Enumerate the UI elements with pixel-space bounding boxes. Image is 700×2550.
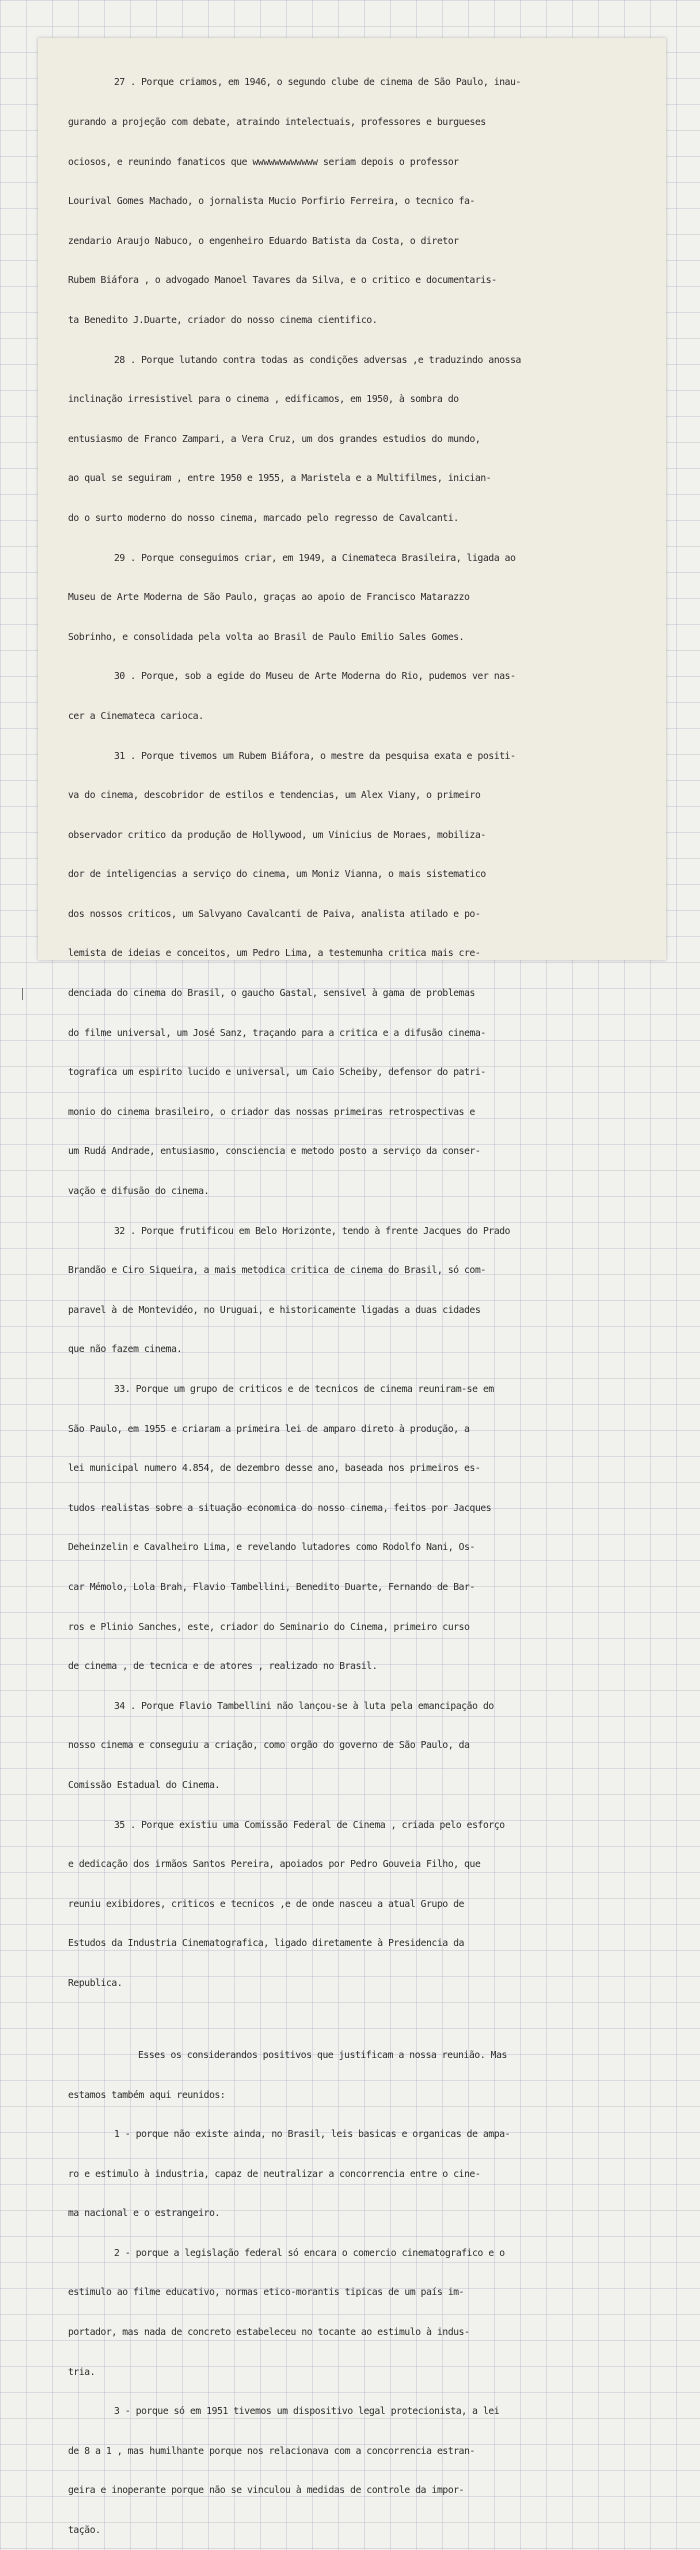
text-line: denciada do cinema do Brasil, o gaucho Gastal, sensivel à gama de problemas — [68, 988, 475, 1000]
text-line: zendario Araujo Nabuco, o engenheiro Eduardo Batista da Costa, o diretor — [68, 235, 459, 247]
text-line: car Mémolo, Lola Brah, Flavio Tambellini, Benedito Duarte, Fernando de Bar- — [68, 1581, 475, 1593]
text-line: reuniu exibidores, criticos e tecnicos ,e de onde nasceu a atual Grupo de — [68, 1898, 465, 1910]
text-line: 33. Porque um grupo de criticos e de tecnicos de cinema reuniram-se em — [114, 1384, 494, 1395]
text-line: estimulo ao filme educativo, normas etico-morantis tipicas de um país im- — [68, 2287, 465, 2299]
text-line: Estudos da Industria Cinematografica, ligado diretamente à Presidencia da — [68, 1938, 465, 1950]
text-line: 35 . Porque existiu uma Comissão Federal de Cinema , criada pelo esforço — [114, 1819, 505, 1831]
text-line: Sobrinho, e consolidada pela volta ao Brasil de Paulo Emilio Sales Gomes. — [68, 631, 465, 643]
text-line: 1 - porque não existe ainda, no Brasil, leis basicas e organicas de ampa- — [114, 2129, 511, 2141]
text-line: tudos realistas sobre a situação economica do nosso cinema, feitos por Jacques — [68, 1502, 492, 1514]
text-line: e dedicação dos irmãos Santos Pereira, apoiados por Pedro Gouveia Filho, que — [68, 1859, 481, 1871]
margin-mark — [22, 988, 23, 1000]
text-line: inclinação irresistivel para o cinema , edificamos, em 1950, à sombra do — [68, 394, 459, 406]
typed-text — [68, 50, 608, 2550]
text-line: tação. — [68, 2525, 101, 2537]
text-line: de 8 a 1 , mas humilhante porque nos relacionava com a concorrencia estran- — [68, 2445, 475, 2457]
text-line: 2 - porque a legislação federal só encara o comercio cinematografico e o — [114, 2247, 505, 2259]
text-line: ta Benedito J.Duarte, criador do nosso cinema cientifico. — [68, 314, 378, 326]
text-line: tografica um espirito lucido e universal, um Caio Scheiby, defensor do patri- — [68, 1067, 486, 1079]
text-line: paravel à de Montevidéo, no Uruguai, e historicamente ligadas a duas cidades — [68, 1304, 481, 1316]
text-line: do o surto moderno do nosso cinema, marcado pelo regresso de Cavalcanti. — [68, 512, 459, 524]
text-line: Esses os considerandos positivos que justificam a nossa reunião. Mas — [138, 2049, 507, 2061]
text-line: do filme universal, um José Sanz, traçando para a critica e a difusão cinema- — [68, 1027, 486, 1039]
text-line: cer a Cinemateca carioca. — [68, 710, 204, 722]
text-line: entusiasmo de Franco Zampari, a Vera Cruz, um dos grandes estudios do mundo, — [68, 433, 481, 445]
text-line: 34 . Porque Flavio Tambellini não lançou-se à luta pela emancipação do — [114, 1700, 494, 1712]
text-line: va do cinema, descobridor de estilos e tendencias, um Alex Viany, o primeiro — [68, 790, 481, 802]
text-line: 28 . Porque lutando contra todas as condições adversas ,e traduzindo anossa — [114, 354, 521, 366]
text-line: dor de inteligencias a serviço do cinema, um Moniz Vianna, o mais sistematico — [68, 869, 486, 881]
text-line: vação e difusão do cinema. — [68, 1186, 210, 1198]
text-line: São Paulo, em 1955 e criaram a primeira lei de amparo direto à produção, a — [68, 1423, 470, 1435]
text-line: Comissão Estadual do Cinema. — [68, 1779, 220, 1791]
text-line: Museu de Arte Moderna de São Paulo, graças ao apoio de Francisco Matarazzo — [68, 592, 470, 604]
text-line: portador, mas nada de concreto estabeleceu no tocante ao estimulo à indus- — [68, 2327, 470, 2339]
text-line: ros e Plinio Sanches, este, criador do Seminario do Cinema, primeiro curso — [68, 1621, 470, 1633]
text-line: Rubem Biáfora , o advogado Manoel Tavares da Silva, e o critico e documentaris- — [68, 275, 497, 287]
text-line: Brandão e Ciro Siqueira, a mais metodica critica de cinema do Brasil, só com- — [68, 1265, 486, 1277]
text-line: tria. — [68, 2366, 96, 2378]
text-line: Lourival Gomes Machado, o jornalista Mucio Porfirio Ferreira, o tecnico fa- — [68, 196, 475, 208]
text-line: estamos também aqui reunidos: — [68, 2089, 226, 2101]
text-line: gurando a projeção com debate, atraindo intelectuais, professores e burgueses — [68, 117, 486, 128]
text-line: ma nacional e o estrangeiro. — [68, 2208, 220, 2220]
text-line: 30 . Porque, sob a egide do Museu de Arte Moderna do Rio, pudemos ver nas- — [114, 671, 516, 683]
text-line: ao qual se seguiram , entre 1950 e 1955, a Maristela e a Multifilmes, inician- — [68, 473, 492, 485]
text-line: Republica. — [68, 1977, 123, 1989]
text-line: 3 - porque só em 1951 tivemos um dispositivo legal protecionista, a lei — [114, 2406, 500, 2418]
text-line: ociosos, e reunindo fanaticos que wwwwwwwwwwww seriam depois o professor — [68, 156, 459, 168]
text-line: 27 . Porque criamos, em 1946, o segundo clube de cinema de São Paulo, inau- — [114, 77, 521, 89]
text-line: ro e estimulo à industria, capaz de neutralizar a concorrencia entre o cine- — [68, 2168, 481, 2180]
text-line: de cinema , de tecnica e de atores , realizado no Brasil. — [68, 1661, 378, 1673]
text-line: 32 . Porque frutificou em Belo Horizonte, tendo à frente Jacques do Prado — [114, 1225, 511, 1237]
text-line: monio do cinema brasileiro, o criador das nossas primeiras retrospectivas e — [68, 1106, 475, 1118]
text-line: lemista de ideias e conceitos, um Pedro Lima, a testemunha critica mais cre- — [68, 948, 481, 960]
text-line: lei municipal numero 4.854, de dezembro desse ano, baseada nos primeiros es- — [68, 1463, 481, 1475]
text-line: que não fazem cinema. — [68, 1344, 182, 1356]
text-line: observador critico da produção de Hollywood, um Vinicius de Moraes, mobiliza- — [68, 829, 486, 841]
text-line: um Rudá Andrade, entusiasmo, consciencia e metodo posto a serviço da conser- — [68, 1146, 481, 1158]
text-line: 31 . Porque tivemos um Rubem Biáfora, o mestre da pesquisa exata e positi- — [114, 750, 516, 762]
paragraph-gap — [68, 2017, 608, 2023]
text-line: Deheinzelin e Cavalheiro Lima, e revelando lutadores como Rodolfo Nani, Os- — [68, 1542, 475, 1554]
text-line: 29 . Porque conseguimos criar, em 1949, a Cinemateca Brasileira, ligada ao — [114, 552, 516, 564]
text-line: dos nossos criticos, um Salvyano Cavalcanti de Paiva, analista atilado e po- — [68, 908, 481, 920]
text-line: nosso cinema e conseguiu a criação, como orgão do governo de São Paulo, da — [68, 1740, 470, 1752]
text-line: geira e inoperante porque não se vinculou à medidas de controle da impor- — [68, 2485, 465, 2497]
